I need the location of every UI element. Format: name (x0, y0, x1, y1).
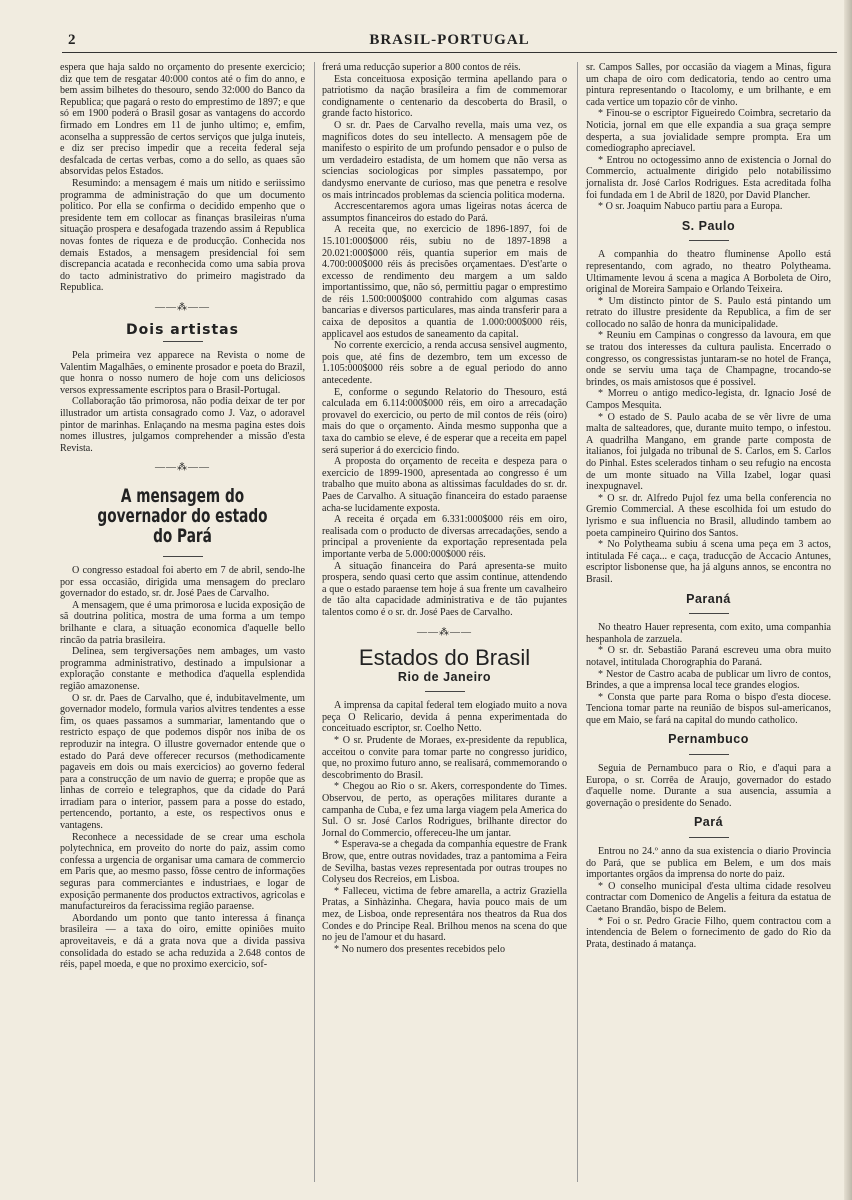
paragraph: * O sr. Joaquim Nabuco partiu para a Europa. (598, 201, 783, 213)
paragraph: * Entrou no octogessimo anno de existencia o Jornal do Commercio, actualmente dirigido pelo notabilissimo jornalista dr. José Carlos Rodrigues. Esta acreditada folha foi fundada em 1 de Abril de 1820, por David Plancher. (586, 154, 831, 201)
paragraph: Esta conceituosa exposição termina apellando para o patriotismo da nação brasileira a fim de commemorar condignamente o centenario da descoberta do Brasil, o grande facto historico. (322, 73, 567, 120)
paragraph: Accrescentaremos agora umas ligeiras notas ácerca de assumptos financeiros do estado do Pará. (322, 201, 567, 224)
paragraph: Pela primeira vez apparece na Revista o nome de Valentim Magalhães, o eminente prosador e poeta do Brazil, que honra o nosso numero de hoje com uns deliciosos versos expressamente escriptos para o Brasil-Portugal. (60, 350, 305, 396)
paragraph: * Reuniu em Campinas o congresso da lavoura, em que se tratou dos interesses da cultura paulista. Encerrado o congresso, os congressistas juntaram-se no hotel de França, onde se serviu uma taça de Champagne, trocando-se brindes, os mais amistosos que é possivel. (586, 330, 831, 388)
page-edge (844, 0, 852, 1200)
ornament-divider: ——⁂—— (155, 462, 210, 474)
heading-rule (689, 613, 729, 614)
paragraph: * Chegou ao Rio o sr. Akers, correspondente do Times. Observou, de perto, as operações militares durante a campanha de Cuba, e fez uma larga viagem pela America do Sul. O sr. José Carlos Rodrigues, brilhante director do Jornal do Commercio, offereceu-lhe um jantar. (322, 781, 567, 839)
heading-rule (689, 754, 729, 755)
heading-para: Pará (693, 815, 724, 830)
heading-estados-do-brasil: Estados do Brasil (358, 645, 531, 671)
paragraph: Reconhece a necessidade de se crear uma eschola polytechnica, em proveito do norte do paiz, assim como confessa a urgencia de organisar uma camara de commercio em Paris que, ao mesmo passo, fôsse centro de informações seguras para commerciantes e industriaes, e logar de exposição permanente dos productos extractivos, agricolas e manufactureiros da feracissima região paraense. (60, 831, 305, 913)
paragraph: * Falleceu, victima de febre amarella, a actriz Graziella Pratas, a Sinhàzinha. Chegara, havia pouco mais de um mez, de Lisboa, onde representára nos theatros da Rua dos Condes e do Principe Real. Brilhou menos na scena do que no jeu de l'amour et du hasard. (322, 885, 567, 944)
heading-parana: Paraná (686, 591, 731, 606)
paragraph: frerá uma reducção superior a 800 contos de réis. (322, 62, 521, 73)
column-2 (322, 62, 567, 955)
ornament-divider: ——⁂—— (417, 626, 472, 638)
page-number: 2 (68, 32, 76, 48)
heading-dois-artistas: Dois artistas (126, 322, 239, 339)
paragraph: * Foi o sr. Pedro Gracie Filho, quem contractou com a intendencia de Belem o fornecimento de gado do Rio da Prata, destinado á matança. (586, 915, 831, 950)
heading-rio-de-janeiro: Rio de Janeiro (397, 669, 492, 684)
paragraph: Collaboração tão primorosa, não podia deixar de ter por illustrador um artista consagrado como J. Vaz, o adoravel pintor de marinhas. Enlaçando na mesma pagina estes dois nomes illustres, julgamos comprehender a missão d'esta Revista. (60, 396, 305, 454)
paragraph: * Esperava-se a chegada da companhia equestre de Frank Brow, que, entre outras novidades, traz a pantomima a Feira de Sevilha, bastas vezes representada por outras troupes no Colyseu dos Recreios, em Lisboa. (322, 839, 567, 886)
paragraph: A situação financeira do Pará apresenta-se muito prospera, sendo quasi certo que assim continue, attendendo a que o estado paraense tem hoje á sua frente um cavalheiro de tão alta capacidade administrativa e de tão pujantes talentos como é o sr. dr. José Paes de Carvalho. (322, 560, 567, 618)
paragraph: O sr. dr. Paes de Carvalho, que é, indubitavelmente, um governador modelo, formula varios alvitres tendentes a esse fim, os quaes passamos a summariar, lamentando que o restricto espaço de que podemos dispôr nos iniba de os reproduzir na integra. O illustre governador entende que o estado do Pará deve offerecer recursos (methodicamente pagaveis em dois ou mais exercicios) ao governo federal para a construcção de um navio de guerra; e propõe que as linhas de correio e telegraphos, que da cidade do Pará irradiam para o interior, passem para a posse do estado, pertencendo, portanto, a este, os respectivos onus e vantagens. (60, 692, 305, 832)
paragraph: * O conselho municipal d'esta ultima cidade resolveu contractar com Domenico de Angelis a feitura da estatua de Caetano Brandão, bispo de Belem. (586, 880, 831, 915)
paragraph: Abordando um ponto que tanto interessa á finança brasileira — a taxa do oiro, emitte opiniões muito aproveitaveis, e dá a grata nova que a divida passiva consolidada do estado se acha reduzida a 2.648 contos de réis, papel moeda, e que no proximo exercicio, sof- (60, 912, 305, 971)
paragraph: O sr. dr. Paes de Carvalho revella, mais uma vez, os magnificos dotes do seu intellecto. A mensagem põe de manifesto o espirito de um profundo pensador e o pulso de um verdadeiro estadista, de um homem que não versa as sciencias sociologicas por simples passatempo, por dandysmo enervante de curioso, mas que penetra e resolve os mais intrincados problemas da sciencia politica moderna. (322, 119, 567, 201)
heading-s-paulo: S. Paulo (681, 218, 736, 233)
heading-rule (425, 691, 465, 692)
heading-rule (689, 240, 729, 241)
heading-pernambuco: Pernambuco (668, 732, 749, 747)
column-3 (586, 62, 831, 950)
heading-rule (163, 556, 203, 557)
heading-rule (689, 837, 729, 838)
paragraph: * No numero dos presentes recebidos pelo (334, 943, 505, 955)
paragraph: A receita que, no exercicio de 1896-1897, foi de 15.101:000$000 réis, subiu no de 1897-1898 a 20.021:000$000 réis, quantia superior em mais de 4.700:000$000 réis ás precisões orçamentaes. D'est'arte o excesso de rendimento deu margem a um saldo importantissimo, que, não só, permittiu pagar o emprestimo de réis 1.500:000$000 contrahido com algumas casas bancarias e diversos particulares, mas ainda transferir para a caixa de depositos a quantia de 1.000:000$000 réis, applicavel aos estudos de saneamento da capital. (322, 224, 567, 340)
paragraph: * Finou-se o escriptor Figueiredo Coimbra, secretario da Noticia, jornal em que elle expandia a sua graça sempre desperta, a sua jovialidade sempre prompta. Era um comediographo apreciavel. (586, 108, 831, 155)
column-divider-1 (314, 62, 315, 1182)
paragraph: * No Polytheama subiu á scena uma peça em 3 actos, intitulada Fé caça... e caça, traducção de Accacio Antunes, escriptor lisbonense que, ha já alguns annos, se encontra no Brasil. (586, 539, 831, 585)
heading-rule (163, 341, 203, 342)
column-divider-2 (577, 62, 578, 1182)
header-rule (62, 52, 837, 53)
paragraph: Resumindo: a mensagem é mais um nitido e seriissimo programma de administração do que um documento politico. Por ella se confirma o decidido empenho que o presidente tem em collocar as finanças brasileiras n'uma situação prospera e desafogada trazendo assim á Republica novas fontes de riqueza e de producção. Conhecida nos demais Estados, a mensagem presidencial foi sem discrepancia acatada e reconhecida como uma sabia prova do tacto administrativo do primeiro magistrado da Republica. (60, 177, 305, 294)
paragraph: * O sr. Prudente de Moraes, ex-presidente da republica, acceitou o convite para tomar parte no congresso juridico, que, no proximo futuro anno, se realisará, commemorando o descobrimento do Brasil. (322, 735, 567, 781)
paragraph: A companhia do theatro fluminense Apollo está representando, com agrado, no theatro Polytheama. Ultimamente levou á scena a magica A Borboleta de Oiro, original de Moreira Sampaio e Orlando Teixeira. (586, 249, 831, 296)
paragraph: Entrou no 24.º anno da sua existencia o diario Provincia do Pará, que se publica em Belem, e um dos mais importantes orgãos da imprensa do norte do paiz. (586, 846, 831, 881)
paragraph: No corrente exercicio, a renda accusa sensivel augmento, pois que, até fins de dezembro, tem um excesso de 1.105:000$000 réis sobre a de egual periodo do anno antecedente. (322, 340, 567, 387)
ornament-divider: ——⁂—— (155, 301, 210, 313)
paragraph: A receita é orçada em 6.331:000$000 réis em oiro, realisada com o producto de diversas arrecadações, sendo a principal a proveniente da exportação representada pela importante verba de 5.000:000$000 réis. (322, 514, 567, 560)
paragraph: sr. Campos Salles, por occasião da viagem a Minas, figura um chapa de oiro com dedicatoria, tendo ao centro uma pintura representando o Itacolomy, e um brilhante, e em cada vertice um topazio côr de vinho. (586, 62, 831, 108)
paragraph: Delinea, sem tergiversações nem ambages, um vasto programma administrativo, destinado a impulsionar a exploração constante e methodica d'aquella esplendida região amazonense. (60, 646, 305, 692)
paragraph: * O sr. dr. Alfredo Pujol fez uma bella conferencia no Gremio Commercial. A these escolhida foi um estudo do lyrismo e sua influencia no Brasil, alludindo tambem ao poeta campineiro Quirino dos Santos. (586, 492, 831, 539)
paragraph: O congresso estadoal foi aberto em 7 de abril, sendo-lhe por essa occasião, dirigida uma mensagem do preclaro governador do estado, sr. dr. José Paes de Carvalho. (60, 565, 305, 600)
paragraph: espera que haja saldo no orçamento do presente exercicio; diz que tem de resgatar 40:000 contos até o fim do anno, e bem assim bilhetes do thesouro, sendo 32:000 do Banco da Republica; que pagará o resto do emprestimo de 1897; e que só em 1900 poderá o Brasil gosar as vantagens do accordo firmado em Londres em 11 de junho ultimo; e, emfim, aconselha a suppressão de certos serviços que julga inuteis, e diz ser preciso impedir que a receita federal seja desfalcada de certas verbas, como a do sello, as quaes são absorvidas pelos Estados. (60, 62, 305, 178)
paragraph: * Nestor de Castro acaba de publicar um livro de contos, Brindes, a que a imprensa local tece grandes elogios. (586, 668, 831, 692)
masthead-title: BRASIL-PORTUGAL (369, 32, 530, 48)
paragraph: A imprensa da capital federal tem elogiado muito a nova peça O Relicario, devida á penna experimentada do conceituado escriptor, sr. Coelho Netto. (322, 700, 567, 735)
paragraph: * Um distincto pintor de S. Paulo está pintando um retrato do illustre presidente da Republica, a fim de ser collocado no salão de honra da municipalidade. (586, 295, 831, 330)
page-header (62, 30, 837, 52)
paragraph: E, conforme o segundo Relatorio do Thesouro, está calculada em 6.114:000$000 réis, em oiro a arrecadação provavel do exercicio, ou perto de mil contos de réis (oiro) mais do que o orçamento. Ainda mesmo supponha que a taxa do cambio se eleve, é de esperar que a receita em papel será superior á do exercicio findo. (322, 386, 567, 456)
paragraph: * O sr. dr. Sebastião Paraná escreveu uma obra muito notavel, intitulada Chorographia do Paraná. (586, 645, 831, 668)
paragraph: A mensagem, que é uma primorosa e lucida exposição de sã doutrina politica, mostra de uma forma a um tempo brilhante e clara, a situação economica d'aquelle bello rincão da patria brasileira. (60, 599, 305, 646)
paragraph: * Morreu o antigo medico-legista, dr. Ignacio José de Campos Mesquita. (586, 388, 831, 412)
heading-mensagem-governador: A mensagem do governador do estado do Pará (97, 485, 268, 547)
paragraph: Seguia de Pernambuco para o Rio, e d'aqui para a Europa, o sr. Corrêa de Araujo, governador do estado d'aquelle nome. Durante a sua ausencia, assumia a governação o presidente do Senado. (586, 763, 831, 809)
paragraph: * O estado de S. Paulo acaba de se vêr livre de uma malta de salteadores, que, durante muito tempo, o infestou. A quadrilha Mangano, em grande parte composta de italianos, foi julgada no tribunal de S. Carlos, em S. Carlos do Pinhal. Estes scelerados tinham o seu refugio na encosta de um monte situado na Villa Izabel, logar quasi inexpugnavel. (586, 411, 831, 493)
paragraph: A proposta do orçamento de receita e despeza para o exercicio de 1899-1900, apresentada ao congresso é um trabalho que muito abona as altissimas faculdades do sr. dr. Paes de Carvalho. A situação financeira do estado paraense acha-se lucidamente exposta. (322, 456, 567, 514)
column-1 (60, 62, 305, 971)
paragraph: * Consta que parte para Roma o bispo d'esta diocese. Tenciona tomar parte na reunião de bispos sul-americanos, que em Maio, se fará na capital do mundo catholico. (586, 691, 831, 726)
paragraph: No theatro Hauer representa, com exito, uma companhia hespanhola de zarzuela. (586, 622, 831, 645)
